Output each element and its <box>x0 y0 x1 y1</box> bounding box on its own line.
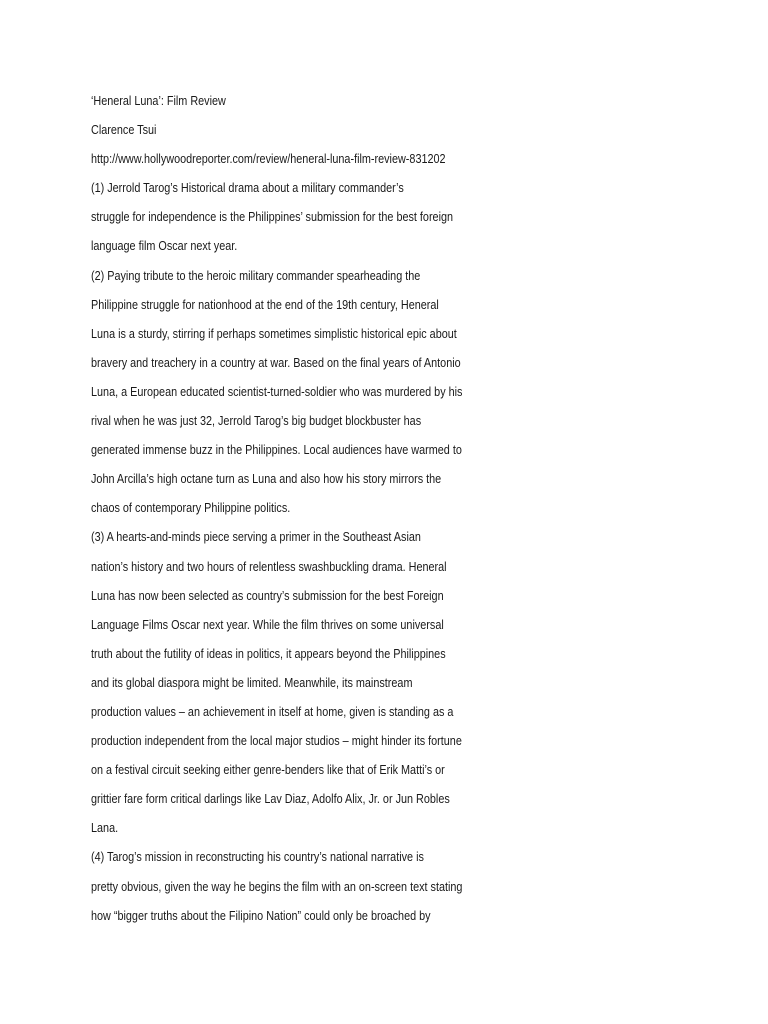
document-title: ‘Heneral Luna’: Film Review <box>91 94 226 108</box>
text-line: generated immense buzz in the Philippines. Local audiences have warmed to <box>91 443 462 458</box>
text-line: Language Films Oscar next year. While the film thrives on some universal <box>91 617 444 632</box>
text-line: (2) Paying tribute to the heroic military commander spearheading the <box>91 268 421 283</box>
text-line: bravery and treachery in a country at war. Based on the final years of Antonio <box>91 355 461 370</box>
text-line: pretty obvious, given the way he begins the film with an on-screen text stating <box>91 879 463 894</box>
text-line: how “bigger truths about the Filipino Nation” could only be broached by <box>91 908 431 923</box>
text-line: production independent from the local major studios – might hinder its fortune <box>91 734 462 749</box>
text-line: Luna, a European educated scientist-turned-soldier who was murdered by his <box>91 384 463 399</box>
document-author: Clarence Tsui <box>91 123 157 138</box>
text-line: (1) Jerrold Tarog’s Historical drama about a military commander’s <box>91 181 404 196</box>
body-text <box>91 175 641 931</box>
text-line: struggle for independence is the Philippines’ submission for the best foreign <box>91 210 454 225</box>
text-line: John Arcilla’s high octane turn as Luna and also how his story mirrors the <box>91 472 442 487</box>
text-line: Luna has now been selected as country’s submission for the best Foreign <box>91 588 444 603</box>
text-line: language film Oscar next year. <box>91 239 238 254</box>
text-line: Lana. <box>91 821 119 836</box>
text-line: (3) A hearts-and-minds piece serving a primer in the Southeast Asian <box>91 530 421 545</box>
text-line: Luna is a sturdy, stirring if perhaps sometimes simplistic historical epic about <box>91 326 457 341</box>
text-line: nation’s history and two hours of relentless swashbuckling drama. Heneral <box>91 559 447 574</box>
text-line: production values – an achievement in itself at home, given is standing as a <box>91 704 454 719</box>
text-line: Philippine struggle for nationhood at the end of the 19th century, Heneral <box>91 297 439 312</box>
text-line: truth about the futility of ideas in politics, it appears beyond the Philippines <box>91 646 446 661</box>
document-body <box>91 88 641 932</box>
text-line: (4) Tarog’s mission in reconstructing his country’s national narrative is <box>91 850 424 865</box>
document-url: http://www.hollywoodreporter.com/review/heneral-luna-film-review-831202 <box>91 152 446 167</box>
text-line: grittier fare form critical darlings like Lav Diaz, Adolfo Alix, Jr. or Jun Robles <box>91 792 450 807</box>
text-line: rival when he was just 32, Jerrold Tarog’s big budget blockbuster has <box>91 414 422 429</box>
text-line: and its global diaspora might be limited. Meanwhile, its mainstream <box>91 675 413 690</box>
text-line: on a festival circuit seeking either genre-benders like that of Erik Matti’s or <box>91 763 445 778</box>
text-line: chaos of contemporary Philippine politics. <box>91 501 291 516</box>
